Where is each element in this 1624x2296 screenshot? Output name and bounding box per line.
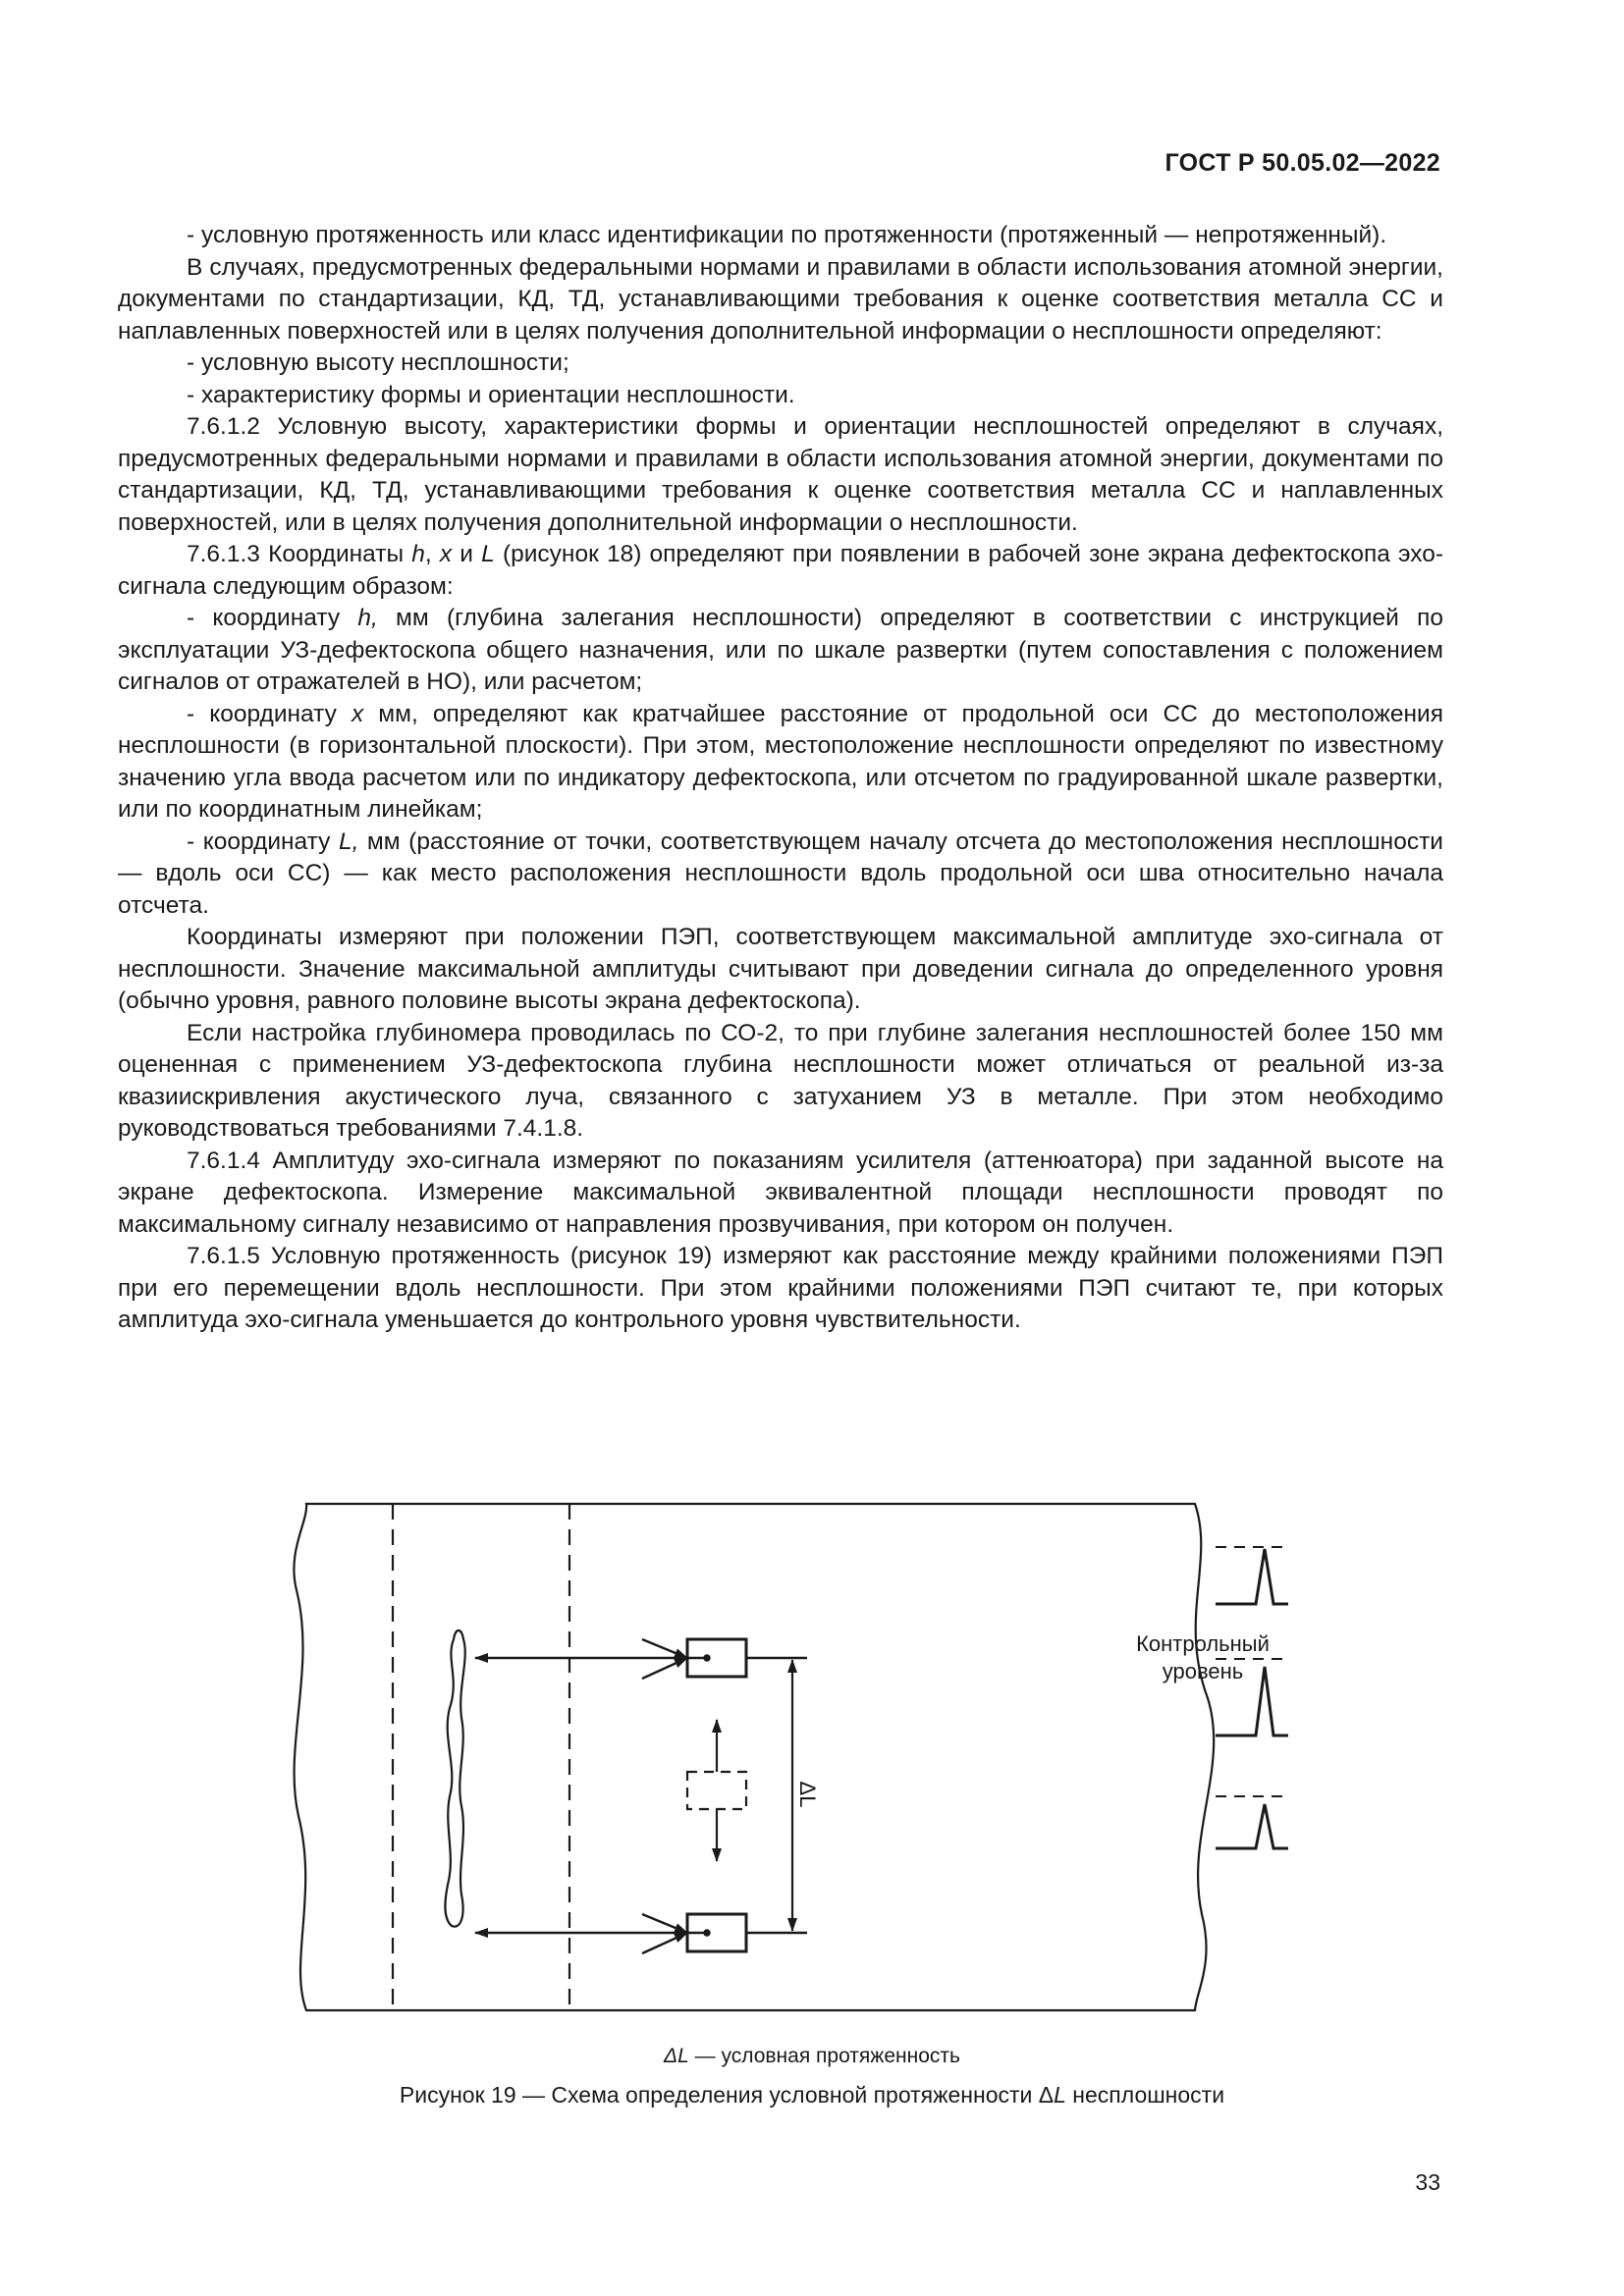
document-id: ГОСТ Р 50.05.02—2022 [1164,149,1440,177]
figure-caption [0,2082,1624,2109]
body-text [118,220,1443,1337]
paragraph: - условную высоту несплошности; [187,349,569,376]
text-run: - координату [187,828,339,855]
text-run: - координату [187,700,352,727]
probe-moving [687,1772,746,1809]
paragraph: - характеристику формы и ориентации несплошности. [187,381,795,408]
paragraph: Если настройка глубиномера проводилась по СО-2, то при глубине залегания несплошностей более 150 мм оцененная с применением УЗ-дефектоскопа глубина несплошности может отличаться от реальной из-за квазиискривления акустического луча, связанного с затуханием УЗ в металле. При этом необходимо руководствоваться требованиями 7.4.1.8. [118,1019,1443,1142]
text-run: мм (расстояние от точки, соответствующем началу отсчета до местоположения несплошности — вдоль оси СС) — как место расположения несплошности вдоль продольной оси шва относительно начала отсчета. [118,828,1443,919]
paragraph [118,603,1443,699]
text-run: мм (глубина залегания несплошности) определяют в соответствии с инструкцией по эксплуатации УЗ-дефектоскопа общего назначения, или по шкале развертки (путем сопоставления с положением сигналов от отражателей в НО), или расчетом; [118,605,1443,695]
specimen-outline [294,1504,1214,2010]
paragraph: Координаты измеряют при положении ПЭП, соответствующем максимальной амплитуде эхо-сигнала от несплошности. Значение максимальной амплитуды считывают при доведении сигнала до определенного уровня (обычно уровня, равного половине высоты экрана дефектоскопа). [118,924,1443,1014]
caption-text: несплошности [1065,2082,1225,2108]
paragraph: В случаях, предусмотренных федеральными нормами и правилами в области использования атомной энергии, документами по стандартизации, КД, ТД, устанавливающими требования к оценке соответствия металла СС и наплавленных поверхностей или в целях получения дополнительной информации о несплошности определяют: [118,253,1443,345]
paragraph: 7.6.1.5 Условную протяженность (рисунок 19) измеряют как расстояние между крайними положениями ПЭП при его перемещении вдоль несплошности. При этом крайними положениями ПЭП считают те, при которых амплитуда эхо-сигнала уменьшается до контрольного уровня чувствительности. [118,1243,1443,1333]
text-run: (рисунок 18) определяют при появлении в рабочей зоне экрана дефектоскопа эхо-сигнала следующим образом: [118,541,1443,600]
label-line: уровень [1162,1659,1244,1683]
paragraph: 7.6.1.2 Условную высоту, характеристики формы и ориентации несплошностей определяют в случаях, предусмотренных федеральными нормами и правилами в области использования атомной энергии, документами по стандартизации, КД, ТД, устанавливающими требования к оценке соответствия металла СС и наплавленных поверхностей, или в целях получения дополнительной информации о несплошности. [118,413,1443,536]
echo-signal-bottom [1216,1804,1288,1848]
figure-19-diagram [277,1502,1288,2012]
paragraph [118,699,1443,827]
paragraph: - условную протяженность или класс идентификации по протяженности (протяженный — непротяженный). [187,222,1387,248]
note-symbol: ΔL [664,2045,689,2067]
paragraph [118,827,1443,923]
paragraph [118,539,1443,603]
caption-text: Рисунок 19 — Схема определения условной протяженности Δ [399,2082,1055,2108]
echo-signal-top [1216,1549,1288,1604]
label-line: Контрольный [1136,1631,1270,1656]
symbol-L: L, [338,828,359,855]
text-run: - координату [187,605,358,631]
paragraph: 7.6.1.4 Амплитуду эхо-сигнала измеряют по показаниям усилителя (аттенюатора) при заданной высоте на экране дефектоскопа. Измерение максимальной эквивалентной площади несплошности проводят по максимальному сигналу независимо от направления прозвучивания, при котором он получен. [118,1147,1443,1238]
text-run: , [424,541,440,567]
symbol-h: h [411,541,425,567]
diagram-svg [277,1502,1288,2012]
symbol-x: x [439,541,453,567]
text-run: мм, определяют как кратчайшее расстояние от продольной оси СС до местоположения несплошности (в горизонтальной плоскости). При этом, местоположение несплошности определяют по известному значению угла ввода расчетом или по индикатору дефектоскопа, или отсчетом по градуированной шкале развертки, или по координатным линейкам; [118,700,1443,823]
note-text: — условная протяженность [688,2045,960,2067]
figure-note [0,2045,1624,2068]
symbol-h: h, [357,605,378,631]
text-run: и [452,541,482,567]
flaw-shape [445,1630,464,1927]
symbol-x: x [351,700,364,727]
delta-l-label: ΔL [795,1781,820,1808]
caption-symbol: L [1054,2082,1066,2108]
page-number: 33 [1415,2169,1440,2195]
symbol-L: L [481,541,495,567]
control-level-label [1124,1630,1281,1685]
text-run: 7.6.1.3 Координаты [187,541,412,567]
